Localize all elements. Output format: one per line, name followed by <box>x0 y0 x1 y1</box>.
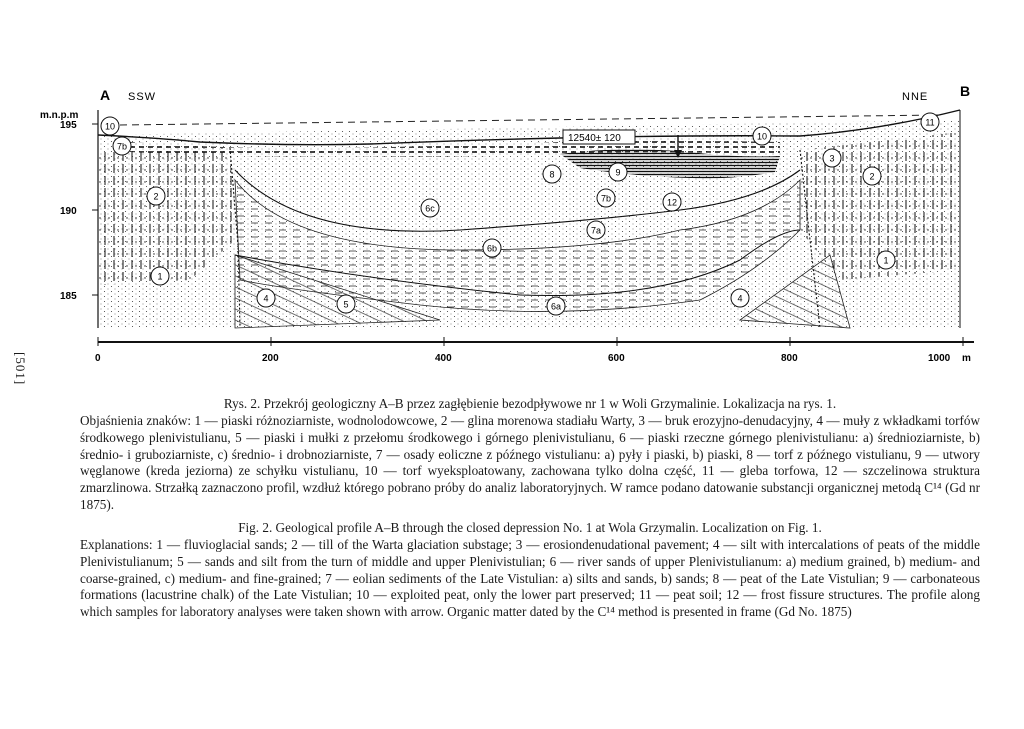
elevation-185: 185 <box>60 291 77 302</box>
profile-label-b: B <box>960 83 971 99</box>
unit-label-u12: 12 <box>666 197 678 208</box>
direction-left: SSW <box>128 91 157 103</box>
unit-label-u3: 3 <box>829 153 835 164</box>
unit-label-u10a: 10 <box>104 121 116 132</box>
elevation-unit: m.n.p.m <box>40 110 79 121</box>
unit-label-u7b: 7b <box>116 141 128 152</box>
profile-label-a: A <box>100 87 111 103</box>
unit-label-u5: 5 <box>343 299 349 310</box>
scale-1000: 1000 <box>928 353 951 364</box>
unit-label-u1b: 1 <box>883 255 889 266</box>
unit-label-u4b: 4 <box>737 293 743 304</box>
unit-label-u6a: 6a <box>550 301 562 312</box>
elevation-190: 190 <box>60 206 77 217</box>
unit-label-u4a: 4 <box>263 293 269 304</box>
unit-label-u6b: 6b <box>486 243 498 254</box>
unit-label-u11: 11 <box>925 117 935 128</box>
caption-pl-body: Objaśnienia znaków: 1 — piaski różnoziarniste, wodnolodowcowe, 2 — glina morenowa stadiału Warty, 3 — bruk erozyjno-denudacyjny, 4 — muły z wkładkami torfów środkowego plenivistulianu, 5 — piaski i mułki z przełomu środkowego i górnego plenivistulianu, 6 — piaski rzeczne górnego plenivistulianu: a) średnioziarniste, b) średnio- i gruboziarniste, c) średnio- i drobnoziarniste, 7 — osady eoliczne z późnego vistulianu: a) pyły i piaski, b) piaski, 8 — torf z późnego vistulianu, 9 — utwory węglanowe (kreda jeziorna) ze schyłku vistulianu, 10 — torf wyeksploatowany, zachowana tylko dolna część, 11 — gleba torfowa, 12 — szczelinowa struktura zmarzlinowa. Strzałką zaznaczono profil, wzdłuż którego pobrano próby do analiz laboratoryjnych. W ramce podano datowanie substancji organicznej metodą C¹⁴ (Gd nr 1875). <box>80 413 980 512</box>
unit-label-u2b: 2 <box>869 171 875 182</box>
unit-label-u7a: 7a <box>590 225 602 236</box>
caption-pl-title: Rys. 2. Przekrój geologiczny A–B przez zagłębienie bezodpływowe nr 1 w Woli Grzymalinie. Lokalizacja na rys. 1. <box>223 396 837 411</box>
unit-label-u1a: 1 <box>157 271 163 282</box>
unit-label-u8: 8 <box>549 169 555 180</box>
scale-800: 800 <box>781 353 798 364</box>
direction-right: NNE <box>902 91 929 103</box>
unit-label-u6c: 6c <box>425 203 435 214</box>
unit-label-u9: 9 <box>615 167 621 178</box>
scale-400: 400 <box>435 353 452 364</box>
scale-bar <box>98 337 974 346</box>
unit-label-u10b: 10 <box>756 131 768 142</box>
page-number: [501] <box>13 352 28 386</box>
scale-unit: m <box>962 353 971 364</box>
scale-200: 200 <box>262 353 279 364</box>
caption-en-body: Explanations: 1 — fluvioglacial sands; 2 — till of the Warta glaciation substage; 3 — erosiondenudational pavement; 4 — silt with intercalations of peats of the middle Plenivistulianum; 5 — sands and silt from the turn of middle and upper Plenivistulian; 6 — river sands of upper Plenivistulianum: a) medium grained, b) medium- and coarse-grained, c) medium- and fine-grained; 7 — eolian sediments of the Late Vistulian: a) silts and sands, b) sands; 8 — peat of the Late Vistulian; 9 — carbonateous formations (lacustrine chalk) of the Late Vistulian; 10 — exploited peat, only the lower part preserved; 11 — peat soil; 12 — frost fissure structures. The profile along which samples for laboratory analyses were taken shown with arrow. Organic matter dated by the C¹⁴ method is presented in frame (Gd No. 1875) <box>80 537 980 620</box>
scale-0: 0 <box>95 353 101 364</box>
elevation-195: 195 <box>60 120 77 131</box>
date-box-text: 12540± 120 <box>568 133 621 144</box>
unit-label-u7b2: 7b <box>600 193 612 204</box>
scale-600: 600 <box>608 353 625 364</box>
unit-label-u2a: 2 <box>153 191 159 202</box>
geological-profile-figure <box>40 80 1000 380</box>
caption-en-title: Fig. 2. Geological profile A–B through the closed depression No. 1 at Wola Grzymalin. Localization on Fig. 1. <box>238 520 822 535</box>
